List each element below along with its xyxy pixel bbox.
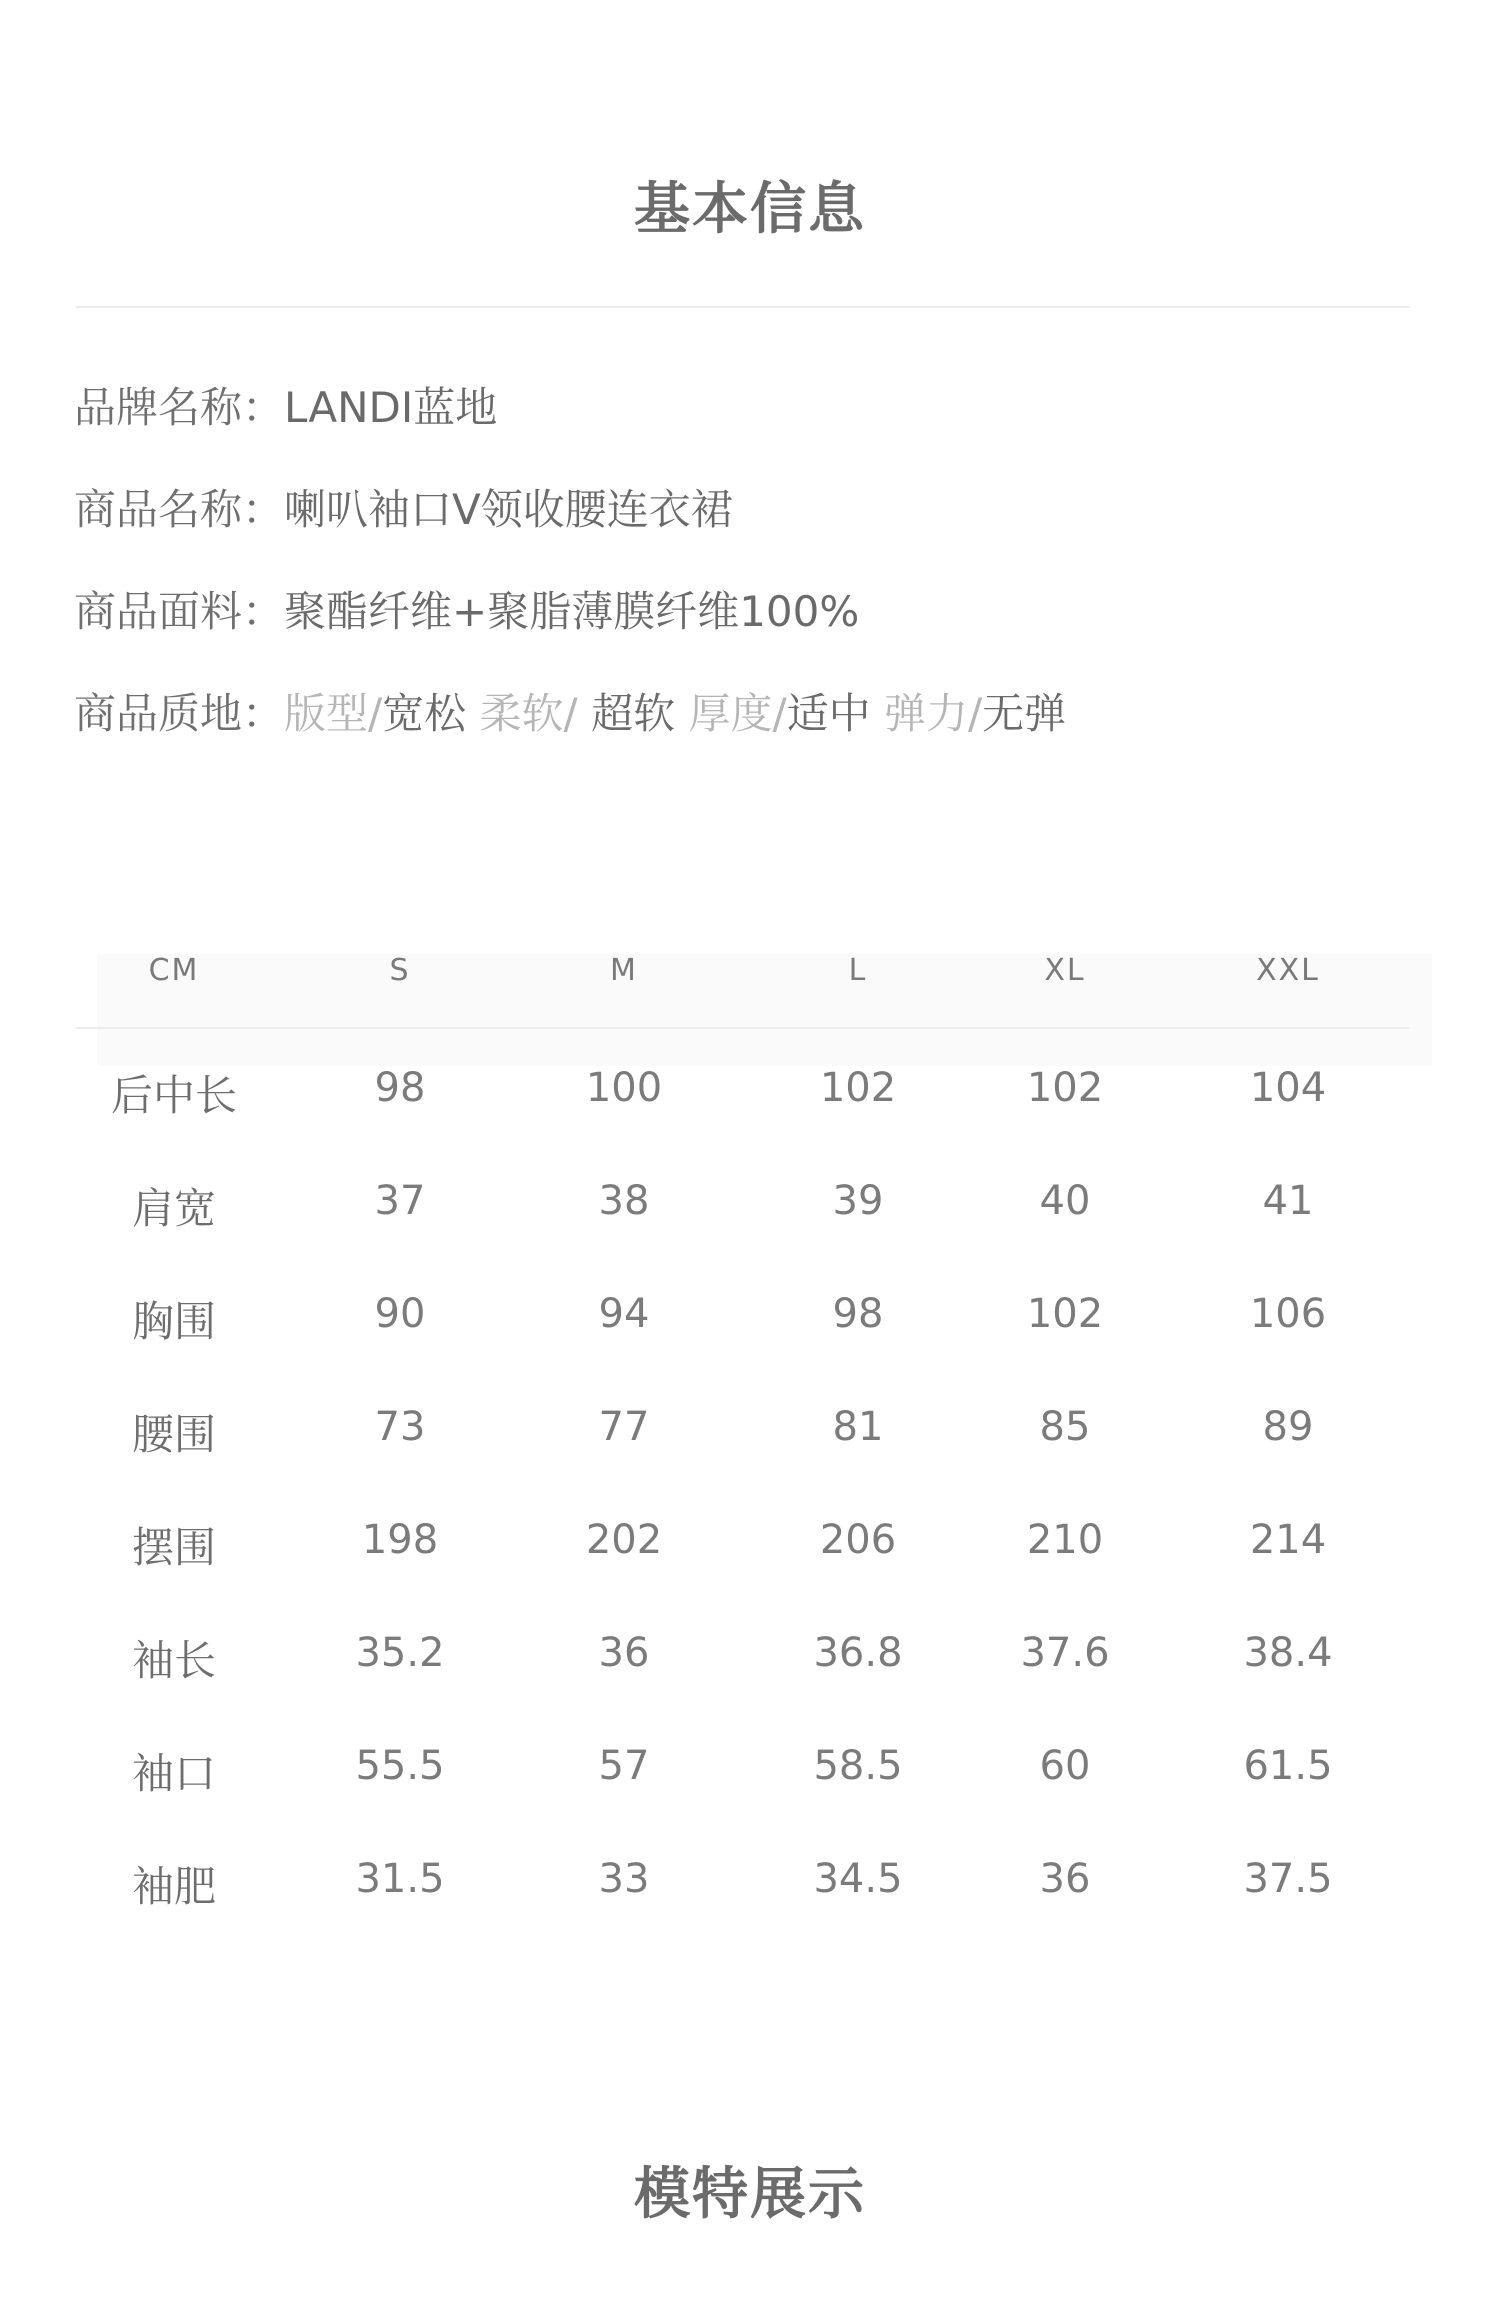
size-table-cell: 61.5 — [1243, 1743, 1333, 1789]
size-column-header: XL — [1044, 953, 1086, 988]
size-table-cell: 36.8 — [813, 1630, 903, 1676]
size-row-label: 胸围 — [131, 1297, 216, 1346]
product-name-label: 商品名称： — [74, 485, 285, 534]
size-table-cell: 214 — [1249, 1517, 1327, 1563]
size-column-header: M — [610, 953, 638, 988]
size-column-header: L — [848, 953, 868, 988]
size-table-cell: 37.6 — [1020, 1630, 1110, 1676]
info-row-product-name — [74, 477, 733, 537]
size-table-cell: 102 — [1026, 1065, 1104, 1111]
size-table-cell: 36 — [1039, 1856, 1091, 1902]
size-table-cell: 106 — [1249, 1291, 1327, 1337]
brand-label: 品牌名称： — [74, 383, 285, 432]
info-row-brand — [74, 375, 497, 435]
size-column-header: XXL — [1256, 953, 1320, 988]
size-table-cell: 37 — [374, 1178, 426, 1224]
size-table-cell: 77 — [598, 1404, 650, 1450]
size-table-cell: 39 — [832, 1178, 884, 1224]
size-table-header-divider — [76, 1027, 1410, 1029]
size-table-cell: 58.5 — [813, 1743, 903, 1789]
size-table-cell: 41 — [1262, 1178, 1314, 1224]
brand-value: LANDI蓝地 — [284, 383, 498, 432]
size-table-cell: 98 — [832, 1291, 884, 1337]
size-table-cell: 94 — [598, 1291, 650, 1337]
size-table-cell: 38.4 — [1243, 1630, 1333, 1676]
size-table-cell: 102 — [1026, 1291, 1104, 1337]
fabric-value: 聚酯纤维+聚脂薄膜纤维100% — [284, 587, 860, 636]
size-table-cell: 60 — [1039, 1743, 1091, 1789]
size-table-cell: 202 — [585, 1517, 663, 1563]
size-row-label: 腰围 — [131, 1410, 216, 1459]
texture-elasticity-value: 无弹 — [982, 689, 1067, 738]
size-table-cell: 33 — [598, 1856, 650, 1902]
texture-fit-label: 版型/ — [284, 689, 383, 738]
size-table-cell: 73 — [374, 1404, 426, 1450]
size-table-cell: 34.5 — [813, 1856, 903, 1902]
size-table-cell: 85 — [1039, 1404, 1091, 1450]
size-table-cell: 198 — [361, 1517, 439, 1563]
texture-softness-label: 柔软/ — [479, 689, 578, 738]
texture-label: 商品质地： — [74, 689, 285, 738]
product-name-value: 喇叭袖口V领收腰连衣裙 — [284, 485, 733, 534]
size-table-cell: 55.5 — [355, 1743, 445, 1789]
texture-elasticity-label: 弹力/ — [883, 689, 983, 738]
size-row-label: 袖口 — [131, 1749, 216, 1798]
size-row-label: 后中长 — [110, 1071, 237, 1120]
size-table-cell: 98 — [374, 1065, 426, 1111]
size-row-label: 袖肥 — [131, 1862, 216, 1911]
section-divider — [76, 306, 1410, 308]
texture-thickness-value: 适中 — [786, 689, 871, 738]
size-table-cell: 210 — [1026, 1517, 1104, 1563]
texture-fit-value: 宽松 — [382, 689, 467, 738]
size-table-cell: 102 — [819, 1065, 897, 1111]
size-row-label: 袖长 — [131, 1636, 216, 1685]
texture-thickness-label: 厚度/ — [688, 689, 787, 738]
size-table-unit-header: CM — [148, 953, 200, 988]
size-row-label: 摆围 — [131, 1523, 216, 1572]
section-title-basic-info: 基本信息 — [634, 177, 866, 242]
size-table-cell: 38 — [598, 1178, 650, 1224]
size-column-header: S — [389, 953, 411, 988]
size-table-cell: 57 — [598, 1743, 650, 1789]
size-table-cell: 100 — [585, 1065, 663, 1111]
size-table-cell: 89 — [1262, 1404, 1314, 1450]
fabric-label: 商品面料： — [74, 587, 285, 636]
section-title-model-showcase: 模特展示 — [634, 2162, 866, 2227]
size-table-cell: 81 — [832, 1404, 884, 1450]
size-table-cell: 37.5 — [1243, 1856, 1333, 1902]
size-table-cell: 90 — [374, 1291, 426, 1337]
info-row-fabric — [74, 579, 859, 639]
size-table-cell: 206 — [819, 1517, 897, 1563]
size-row-label: 肩宽 — [131, 1184, 216, 1233]
size-table-cell: 36 — [598, 1630, 650, 1676]
size-table-cell: 104 — [1249, 1065, 1327, 1111]
size-table-cell: 31.5 — [355, 1856, 445, 1902]
info-row-texture — [74, 681, 1066, 741]
size-table-cell: 35.2 — [355, 1630, 445, 1676]
size-table-cell: 40 — [1039, 1178, 1091, 1224]
texture-softness-value: 超软 — [591, 689, 676, 738]
